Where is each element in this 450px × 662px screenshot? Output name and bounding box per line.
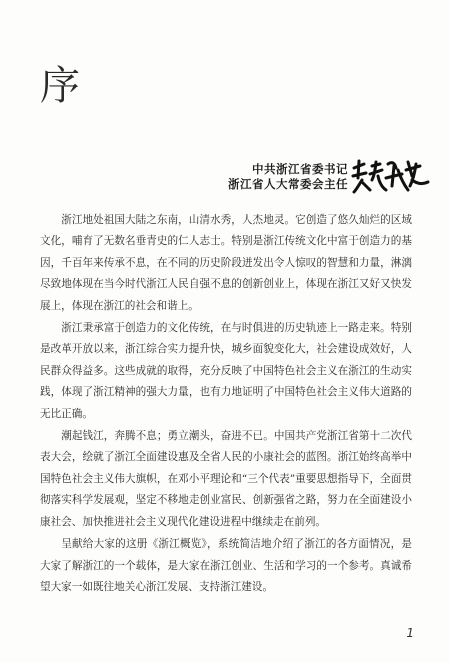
handwritten-signature — [350, 156, 430, 196]
author-title-line-1: 中共浙江省委书记 — [252, 162, 348, 176]
paragraph: 浙江秉承富于创造力的文化传统，在与时俱进的历史轨迹上一路走来。特别是改革开放以来，浙江综合实力提升快，城乡面貌变化大，社会建设成效好，人民群众得益多。这些成就的取得，充分反映了中国特色社会主义在浙江的生动实践，体现了浙江精神的强大力量，也有力地证明了中国特色社会主义伟大道路的无比正确。 — [40, 322, 412, 420]
paragraph: 浙江地处祖国大陆之东南，山清水秀，人杰地灵。它创造了悠久灿烂的区域文化，哺育了无数名垂青史的仁人志士。特别是浙江传统文化中富于创造力的基因，千百年来传承不息，在不同的历史阶段迸发出令人惊叹的智慧和力量，淋漓尽致地体现在当今时代浙江人民自强不息的创新创业上，体现在浙江又好又快发展上，体现在浙江的社会和谐上。 — [40, 214, 412, 312]
paragraph: 呈献给大家的这册《浙江概览》，系统简洁地介绍了浙江的各方面情况，是大家了解浙江的一个载体，是大家在浙江创业、生活和学习的一个参考。真诚希望大家一如既往地关心浙江发展、支持浙江建设。 — [40, 538, 412, 593]
paragraph: 潮起钱江，奔腾不息；勇立潮头，奋进不已。中国共产党浙江省第十二次代表大会，绘就了浙江全面建设惠及全省人民的小康社会的蓝图。浙江始终高举中国特色社会主义伟大旗帜，在邓小平理论和“三个代表”重要思想指导下，全面贯彻落实科学发展观，坚定不移地走创业富民、创新强省之路，努力在全面建设小康社会、加快推进社会主义现代化建设进程中继续走在前列。 — [40, 430, 412, 528]
preface-body — [40, 210, 412, 599]
page-title: 序 — [40, 63, 80, 109]
author-title-line-2: 浙江省人大常委会主任 — [228, 177, 348, 191]
author-block — [228, 162, 348, 192]
page-number: 1 — [406, 626, 414, 640]
